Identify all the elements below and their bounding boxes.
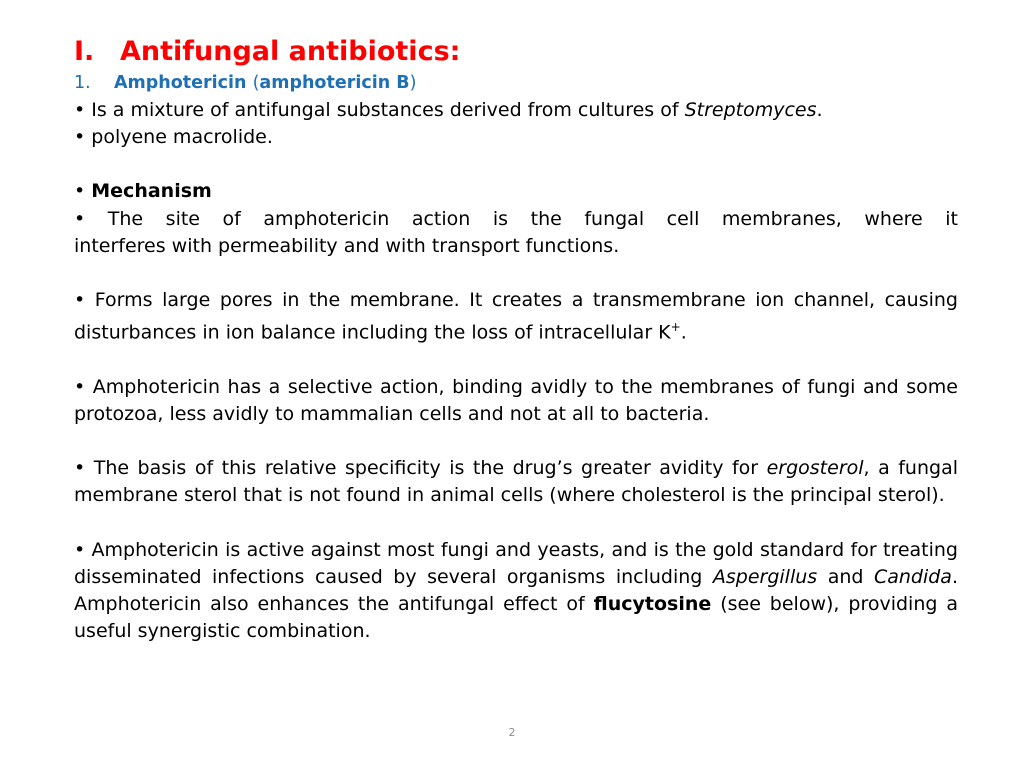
intro-bullet-1 — [74, 97, 958, 124]
mechanism-point-2-end: . — [680, 321, 687, 344]
slide-content — [74, 34, 958, 645]
intro-bullet-2-text: polyene macrolide. — [91, 126, 273, 149]
mechanism-point-5 — [74, 537, 958, 646]
title-text: Antifungal antibiotics: — [120, 36, 461, 67]
intro-bullet-1-end: . — [816, 99, 823, 121]
mechanism-point-4 — [74, 455, 958, 509]
mechanism-point-1-line-2 — [74, 233, 958, 260]
bullet-glyph: • — [74, 126, 86, 149]
bullet-glyph: • — [74, 289, 86, 312]
mechanism-point-4-end: , a fungal membrane sterol that is not found in animal cells (where cholesterol is the principal sterol). — [74, 457, 958, 507]
mechanism-point-1-line-1 — [74, 206, 958, 233]
drug-alt-name: amphotericin B — [259, 73, 410, 93]
bullet-glyph: • — [74, 457, 86, 480]
ergosterol-term: ergosterol — [766, 457, 864, 480]
mechanism-point-5-and: and — [817, 565, 874, 588]
title-number: I. — [74, 36, 95, 67]
mechanism-point-1-text-2: interferes with permeability and with transport functions. — [74, 234, 620, 257]
mechanism-point-4-text: The basis of this relative specificity is the drug’s greater avidity for — [93, 457, 767, 480]
mechanism-point-5-mid: . Amphotericin also enhances the antifungal effect of — [74, 565, 958, 615]
flucytosine-term: flucytosine — [593, 592, 712, 615]
mechanism-point-3-text: Amphotericin has a selective action, binding avidly to the membranes of fungi and some protozoa, less avidly to mammalian cells and not at all to bacteria. — [74, 375, 958, 425]
close-paren: ) — [409, 73, 417, 93]
potassium-charge: + — [670, 320, 681, 335]
drug-subheading — [74, 70, 958, 96]
streptomyces-term: Streptomyces — [684, 99, 817, 121]
drug-name: Amphotericin — [114, 73, 247, 93]
candida-term: Candida — [873, 565, 952, 588]
page-number: 2 — [508, 726, 516, 739]
mechanism-point-1-text-1: The site of amphotericin action is the fungal cell membranes, where it — [107, 207, 958, 230]
bullet-glyph: • — [74, 375, 86, 398]
bullet-glyph: • — [74, 207, 86, 230]
mechanism-point-2-text: Forms large pores in the membrane. It creates a transmembrane ion channel, causing disturbances in ion balance including the loss of intracellular K — [74, 289, 958, 344]
slide-title — [74, 34, 958, 70]
intro-bullet-2 — [74, 124, 958, 151]
intro-bullet-1-text: Is a mixture of antifungal substances derived from cultures of — [91, 99, 685, 121]
bullet-glyph: • — [74, 99, 86, 121]
bullet-glyph: • — [74, 180, 86, 203]
mechanism-heading — [74, 178, 958, 205]
mechanism-point-2 — [74, 287, 958, 347]
mechanism-point-5-text: Amphotericin is active against most fungi and yeasts, and is the gold standard for treating disseminated infections caused by several organisms including — [74, 538, 958, 588]
subheading-number: 1. — [74, 73, 91, 93]
bullet-glyph: • — [74, 538, 86, 561]
aspergillus-term: Aspergillus — [712, 565, 818, 588]
open-paren: ( — [252, 73, 260, 93]
mechanism-point-3 — [74, 374, 958, 428]
mechanism-point-5-end: (see below), providing a useful synergistic combination. — [74, 592, 958, 643]
mechanism-label: Mechanism — [91, 180, 212, 203]
